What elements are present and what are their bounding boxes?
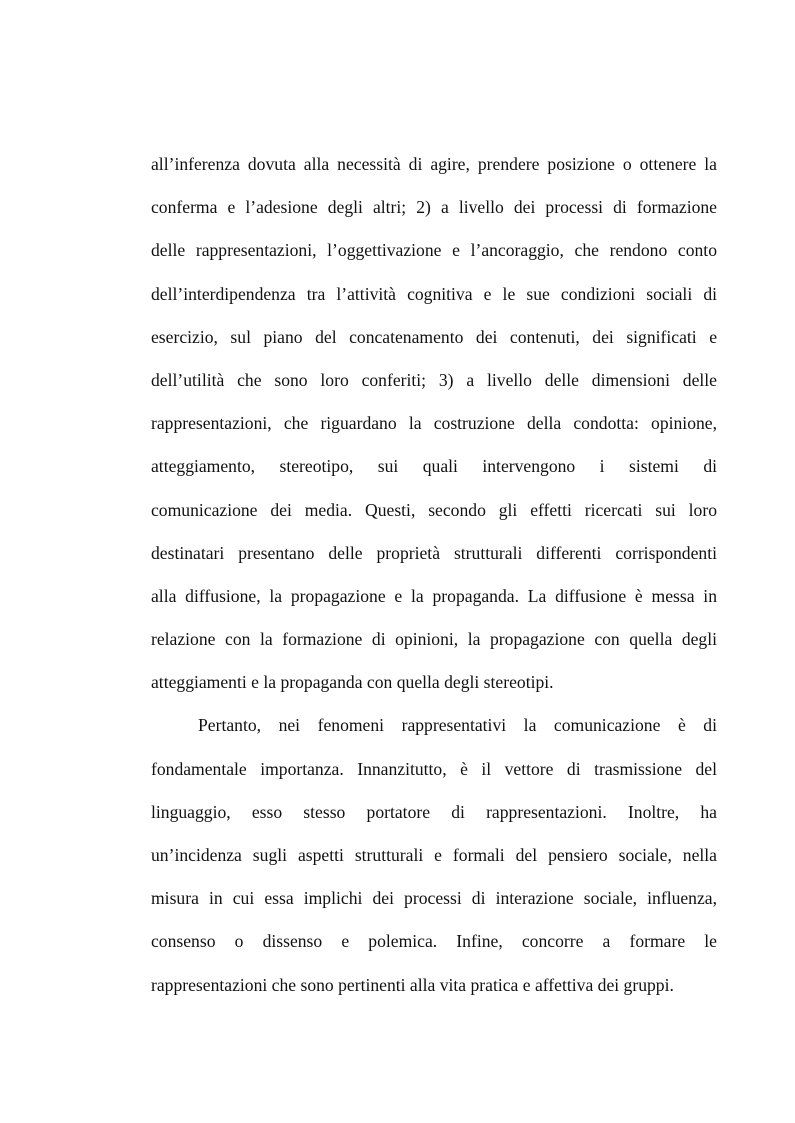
body-text: [151, 143, 717, 1007]
text-line: all’inferenza dovuta alla necessità di agire, prendere posizione o ottenere la: [151, 154, 717, 174]
text-line: relazione con la formazione di opinioni, la propagazione con quella degli: [151, 629, 717, 650]
text-line: delle rappresentazioni, l’oggettivazione e l’ancoraggio, che rendono conto: [151, 240, 717, 261]
text-line: linguaggio, esso stesso portatore di rappresentazioni. Inoltre, ha: [151, 801, 717, 822]
text-line: destinatari presentano delle proprietà strutturali differenti corrispondenti: [151, 542, 717, 563]
text-line: rappresentazioni che sono pertinenti alla vita pratica e affettiva dei gruppi.: [151, 974, 674, 995]
text-line: atteggiamento, stereotipo, sui quali intervengono i sistemi di: [151, 456, 717, 477]
text-line: consenso o dissenso e polemica. Infine, concorre a formare le: [151, 931, 717, 952]
text-line: rappresentazioni, che riguardano la costruzione della condotta: opinione,: [151, 413, 717, 434]
text-line: conferma e l’adesione degli altri; 2) a livello dei processi di formazione: [151, 197, 717, 218]
text-line: misura in cui essa implichi dei processi di interazione sociale, influenza,: [151, 888, 717, 909]
paragraph-1: [151, 143, 717, 704]
text-line: dell’utilità che sono loro conferiti; 3) a livello delle dimensioni delle: [151, 369, 717, 390]
text-line: alla diffusione, la propagazione e la propaganda. La diffusione è messa in: [151, 585, 717, 606]
text-line: comunicazione dei media. Questi, secondo gli effetti ricercati sui loro: [151, 499, 717, 520]
text-line: fondamentale importanza. Innanzitutto, è il vettore di trasmissione del: [151, 758, 717, 779]
text-line: un’incidenza sugli aspetti strutturali e formali del pensiero sociale, nella: [151, 845, 717, 865]
text-line: Pertanto, nei fenomeni rappresentativi la comunicazione è di: [198, 715, 717, 736]
text-line: esercizio, sul piano del concatenamento dei contenuti, dei significati e: [151, 326, 717, 347]
text-line: dell’interdipendenza tra l’attività cognitiva e le sue condizioni sociali di: [151, 283, 717, 304]
paragraph-2: [151, 704, 717, 1006]
text-line: atteggiamenti e la propaganda con quella degli stereotipi.: [151, 672, 554, 693]
